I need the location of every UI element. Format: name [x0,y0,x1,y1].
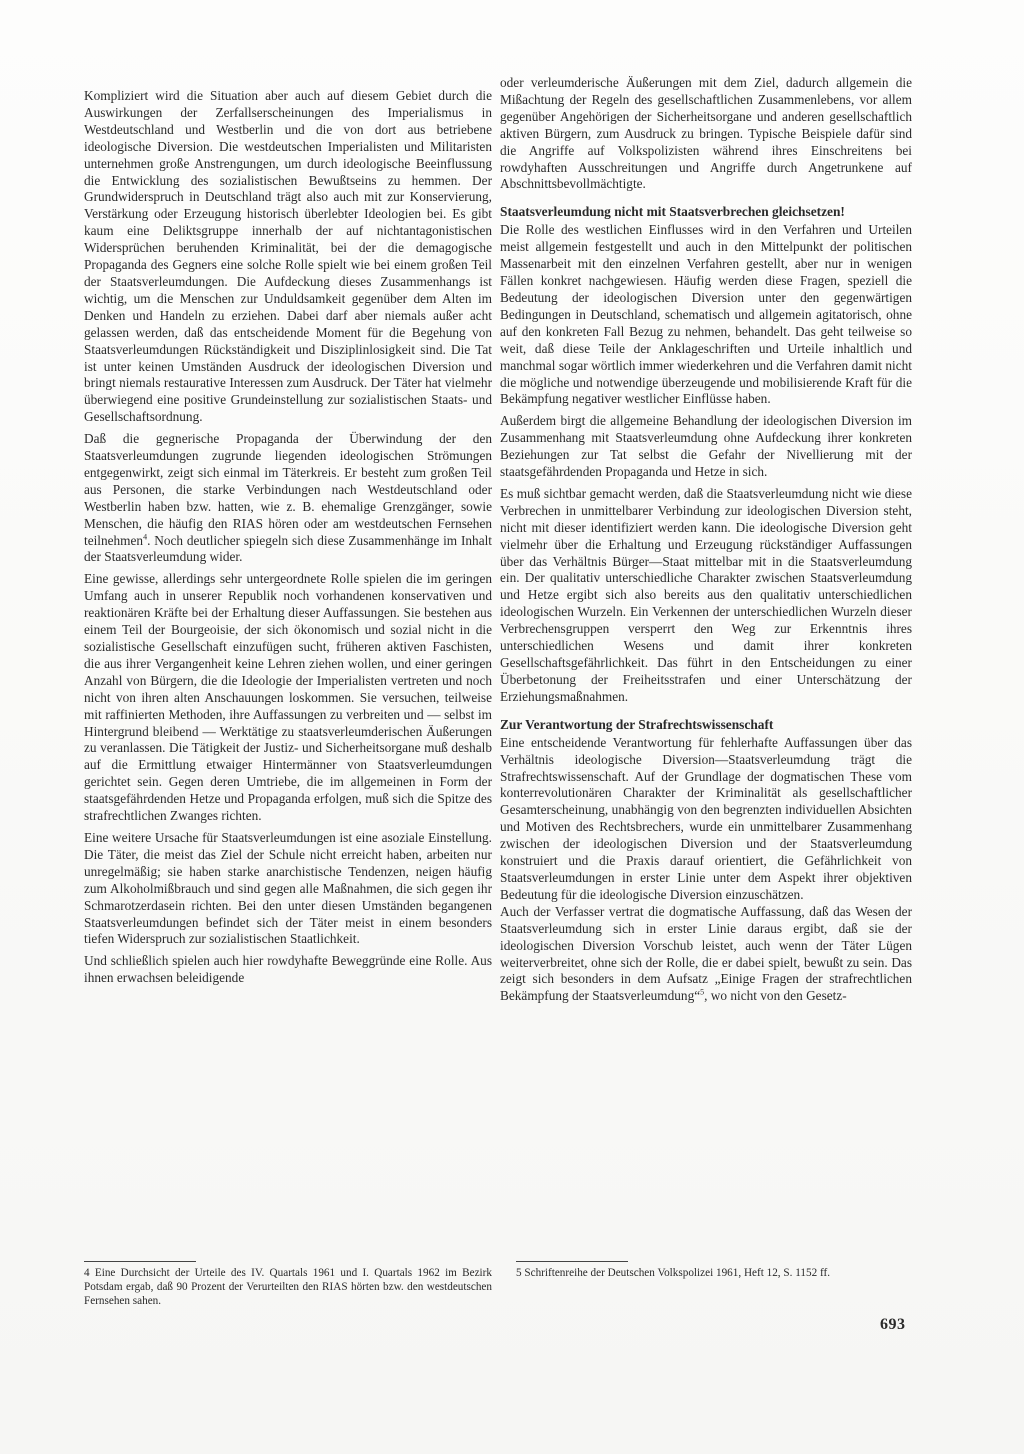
paragraph: Kompliziert wird die Situation aber auch auf diesem Gebiet durch die Auswirkungen der Zerfallserscheinungen des Imperialismus in Westdeutschland und Westberlin und die von dort aus betriebene ideologische Diversion. Die westdeutschen Imperialisten und Militaristen unternehmen große Anstrengungen, um durch ideologische Beeinflussung die Entwicklung des sozialistischen Bewußtseins zu hemmen. Der Grundwiderspruch in Deutschland trägt also auch mit zur Konservierung, Verstärkung oder Erzeugung historisch überlebter Ideologien bei. Es gibt kaum eine Deliktsgruppe innerhalb der auf nichtantagonistischen Widersprüchen beruhenden Kriminalität, bei der die demagogische Propaganda des Gegners eine solche Rolle spielt wie bei einem großen Teil der Staatsverleumdungen. Die Aufdeckung dieses Zusammenhangs ist wichtig, um die Menschen zur Unduldsamkeit gegenüber dem Alten im Denken und Handeln zu erziehen. Dabei darf aber niemals außer acht gelassen werden, daß das entscheidende Moment für die Begehung von Staatsverleumdungen Rückständigkeit und Disziplinlosigkeit sind. Die Tat ist unter keinen Umständen Ausdruck der ideologischen Diversion und bringt niemals restaurative Interessen zum Ausdruck. Der Täter hat vielmehr überwiegend eine positive Grundeinstellung zur sozialistischen Staats- und Gesellschaftsordnung. [84,88,492,425]
footnote-ref: 5 [700,987,705,997]
paragraph: Außerdem birgt die allgemeine Behandlung der ideologischen Diversion im Zusammenhang mit Staatsverleumdung ohne Aufdeckung ihrer konkreten Beziehungen zur Tat selbst die Gefahr der Nivellierung mit der staatsgefährdenden Propaganda und Hetze in sich. [500,413,912,480]
footnote-ref: 4 [143,532,148,542]
footnote-rule [84,1261,196,1262]
page-number: 693 [880,1316,906,1333]
paragraph [84,431,492,566]
paragraph-text: . Noch deutlicher spiegeln sich diese Zusammenhänge im Inhalt der Staatsverleumdung wider. [84,532,492,565]
footnote-left: 4 Eine Durchsicht der Urteile des IV. Quartals 1961 und I. Quartals 1962 im Bezirk Potsdam ergab, daß 90 Prozent der Verurteilten den RIAS hörten bzw. den westdeutschen Fernsehen sahen. [84,1267,492,1307]
paragraph: Und schließlich spielen auch hier rowdyhafte Beweggründe eine Rolle. Aus ihnen erwachsen beleidigende [84,953,492,986]
paragraph-text: Daß die gegnerische Propaganda der Überwindung der den Staatsverleumdungen zugrunde liegenden ideologischen Strömungen entgegenwirkt, zeigt sich einmal im Täterkreis. Er besteht zum großen Teil aus Personen, die starke Verbindungen nach Westdeutschland oder Westberlin haben bzw. hatten, wie z. B. ehemalige Grenzgänger, sowie Menschen, die häufig den RIAS hören oder am westdeutschen Fernsehen teilnehmen [84,431,492,548]
paragraph-text: Auch der Verfasser vertrat die dogmatische Auffassung, daß das Wesen der Staatsverleumdung sich in erster Linie daraus ergibt, daß sie der ideologischen Diversion Vorschub leistet, auch wenn der Täter Lügen weiterverbreitet, ohne sich der Rolle, die er dabei spielt, bewußt zu sein. Das zeigt sich besonders in dem Aufsatz „Einige Fragen der strafrechtlichen Bekämpfung der Staatsverleumdung“ [500,903,912,1004]
paragraph: Es muß sichtbar gemacht werden, daß die Staatsverleumdung nicht wie diese Verbrechen in unmittelbarer Verbindung zur ideologischen Diversion steht, nicht mit dieser identifiziert werden kann. Die ideologische Diversion geht vielmehr über die Erhaltung und Erzeugung rückständiger Auffassungen über das Verhältnis Bürger—Staat mittelbar mit in die Staatsverleumdung ein. Der qualitativ unterschiedliche Charakter zwischen Staatsverleumdung und Hetze ergibt sich also bereits aus den qualitativ unterschiedlichen ideologischen Wurzeln. Ein Verkennen der unterschiedlichen Wurzeln dieser Verbrechensgruppen versperrt den Weg zur Erkenntnis ihres unterschiedlichen Wesens und damit ihrer konkreten Gesellschaftsgefährlichkeit. Das führt in den Entscheidungen zu einer Überbetonung der Freiheitsstrafen und einer Unterschätzung der Erziehungsmaßnahmen. [500,485,912,704]
paragraph-text: , wo nicht von den Gesetz- [704,988,847,1004]
paragraph: Eine weitere Ursache für Staatsverleumdungen ist eine asoziale Einstellung. Die Täter, die meist das Ziel der Schule nicht erreicht haben, arbeiten nur unregelmäßig; sie haben starke anarchistische Tendenzen, neigen häufig zum Alkoholmißbrauch und sind gegen alle Maßnahmen, die sich gegen ihr Schmarotzerdasein richten. Bei den unter diesen Umständen begangenen Staatsverleumdungen befindet sich der Täter meist in einem besonders tiefen Widerspruch zur sozialistischen Staatlichkeit. [84,829,492,947]
section-heading: Staatsverleumdung nicht mit Staatsverbrechen gleichsetzen! [500,204,845,220]
section-heading: Zur Verantwortung der Strafrechtswissenschaft [500,716,774,732]
footnote-rule [516,1261,628,1262]
paragraph: Eine entscheidende Verantwortung für fehlerhafte Auffassungen über das Verhältnis ideologische Diversion—Staatsverleumdung trägt die Strafrechtswissenschaft. Auf der Grundlage der dogmatischen These vom konterrevolutionären Charakter der Kriminalität als gesellschaftlicher Gesamterscheinung, unabhängig von den begrenzten individuellen Absichten und Motiven des Rechtsbrechers, wurde ein unmittelbarer Zusammenhang zwischen der ideologischen Diversion und der Staatsverleumdung konstruiert und die Praxis darauf orientiert, die Gefährlichkeit von Staatsverleumdungen in erster Linie unter dem Aspekt ihrer objektiven Bedeutung für die ideologische Diversion einzuschätzen. [500,734,912,902]
paragraph: oder verleumderische Äußerungen mit dem Ziel, dadurch allgemein die Mißachtung der Regeln des gesellschaftlichen Zusammenlebens, vor allem gegenüber Angehörigen der Sicherheitsorgane und anderen gesellschaftlich aktiven Bürgern, zum Ausdruck zu bringen. Typische Beispiele dafür sind die Angriffe auf Volkspolizisten während ihres Einschreitens bei rowdyhaften Ausschreitungen und Angriffe durch Angetrunkene auf Abschnittsbevollmächtigte. [500,75,912,192]
right-column [500,75,912,1005]
left-column [84,88,492,987]
paragraph: Eine gewisse, allerdings sehr untergeordnete Rolle spielen die im geringen Umfang auch in unserer Republik noch vorhandenen konservativen und reaktionären Kräfte bei der Erhaltung dieser Auffassungen. Sie bestehen aus einem Teil der Bourgeoisie, der sich ökonomisch und sozial nicht in die sozialistische Gesellschaft einzufügen sucht, früheren aktiven Faschisten, die aus ihrer Vergangenheit keine Lehren ziehen wollen, und einer geringen Anzahl von Bürgern, die die Ideologie der Imperialisten vertreten und noch nicht von ihren alten Anschauungen loskommen. Sie versuchen, teilweise mit raffinierten Methoden, ihre Auffassungen zu verbreiten und — selbst im Hintergrund bleibend — Werktätige zu staatsverleumderischen Äußerungen zu veranlassen. Die Tätigkeit der Justiz- und Sicherheitsorgane muß deshalb auf die Ermittlung etwaiger Hintermänner von Staatsverleumdungen gerichtet sein. Gegen deren Umtriebe, die im allgemeinen in Form der staatsgefährdenden Hetze und Propaganda erfolgen, muß sich die Spitze des strafrechtlichen Zwanges richten. [84,571,492,824]
paragraph [500,904,912,1005]
footnote-right: 5 Schriftenreihe der Deutschen Volkspolizei 1961, Heft 12, S. 1152 ff. [516,1267,831,1279]
paragraph: Die Rolle des westlichen Einflusses wird in den Verfahren und Urteilen meist allgemein festgestellt und auch in den Mittelpunkt der politischen Massenarbeit mit den einzelnen Verfahren gestellt, aber nur in wenigen Fällen konkret nachgewiesen. Häufig werden diese Fragen, speziell die Bedeutung der ideologischen Diversion unter den gegenwärtigen Bedingungen in Deutschland, schematisch und allgemein agitatorisch, ohne auf den konkreten Fall Bezug zu nehmen, behandelt. Das geht teilweise so weit, daß diese Teile der Anklageschriften und Urteile inhaltlich und manchmal sogar wörtlich immer wiederkehren und die Verfahren damit nicht die mögliche und notwendige überzeugende und mobilisierende Kraft für die Bekämpfung negativer westlicher Einflüsse haben. [500,222,912,407]
